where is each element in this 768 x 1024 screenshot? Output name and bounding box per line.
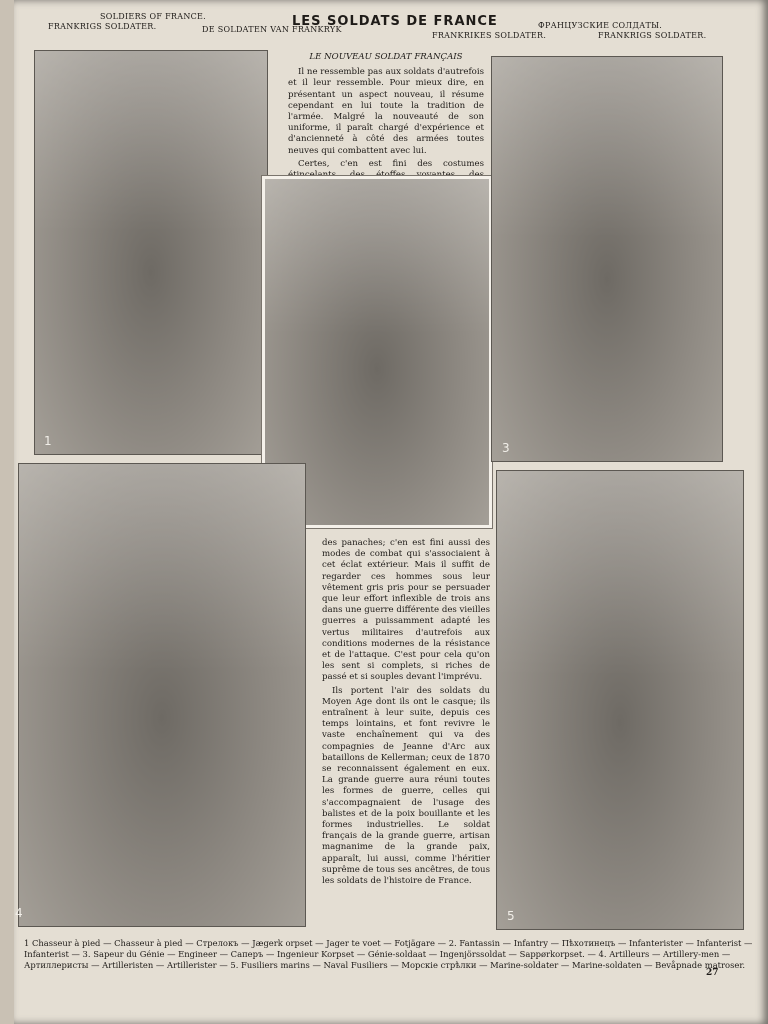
binding-edge: [0, 0, 15, 1024]
article-paragraph: Il ne ressemble pas aux soldats d'autrefois et il leur ressemble. Pour mieux dire, en présentant un aspect nouveau, il résume cependant en lui toute la tradition de l'armée. Malgré la nouveauté de son uniforme, il paraît chargé d'expérience et d'ancienneté à côté des armées toutes neuves qui combattent avec lui.: [288, 67, 484, 156]
figure-number: 4: [15, 906, 23, 920]
figure-number: 3: [502, 441, 510, 455]
magazine-page: [14, 0, 768, 1024]
article-paragraph: Ils portent l'air des soldats du Moyen Age dont ils ont le casque; ils entraînent à leur suite, depuis ces temps lointains, et font revivre le vaste enchaînement qui va des compagnies de Jeanne d'Arc aux bataillons de Kellerman; ceux de 1870 se reconnaissent également en eux. La grande guerre aura réuni toutes les formes de guerre, celles qui s'accompagnaient de l'usage des balistes et de la poix bouillante et les formes industrielles. Le soldat français de la grande guerre, artisan magnanime de la grande paix, apparaît, lui aussi, comme l'héritier suprême de tous ses ancêtres, de tous les soldats de l'histoire de France.: [322, 685, 490, 887]
header-dutch: DE SOLDATEN VAN FRANKRYK: [202, 25, 342, 34]
article-column-2: [322, 538, 490, 889]
article-heading: LE NOUVEAU SOLDAT FRANÇAIS: [309, 52, 463, 62]
page-title: LES SOLDATS DE FRANCE: [292, 14, 498, 29]
article-paragraph: des panaches; c'en est fini aussi des modes de combat qui s'associaient à cet éclat extérieur. Mais il suffit de regarder ces hommes sous leur vêtement gris pris pour se persuader que leur effort inflexible de trois ans dans une guerre différente des vieilles guerres a puissamment adapté les vertus militaires d'autrefois aux conditions modernes de la résistance et de l'attaque. C'est pour cela qu'on les sent si complets, si riches de passé et si souples devant l'imprévu.: [322, 538, 490, 683]
figure-number: 1: [44, 434, 52, 448]
header-russian: ФРАНЦУЗСКИЕ СОЛДАТЫ.: [538, 21, 663, 30]
photo-sapeur-du-genie: [491, 56, 723, 462]
photo-fusiliers-marins: [496, 470, 744, 930]
photo-artilleurs: [15, 463, 306, 927]
photo-chasseur-a-pied: [34, 50, 268, 455]
figure-number: 5: [507, 909, 515, 923]
header-danish: FRANKRIGS SOLDATER.: [48, 22, 157, 31]
header-english: SOLDIERS OF FRANCE.: [100, 12, 207, 21]
figure-captions: 1 Chasseur à pied — Chasseur à pied — Стрелокъ — Jægerk orpset — Jager te voet — Fotjägare — 2. Fantassin — Infantry — Пѣхотинецъ — Infanterister — Infanterist — Infanterist — 3. Sapeur du Génie — Engineer — Саперъ — Ingenieur Korpset — Génie-soldaat — Ingenjörssoldat — Sappørkorpset. — 4. Artilleurs — Artillery-men — Артиллеристы — Artilleristen — Artillerister — 5. Fusiliers marins — Naval Fusiliers — Морскіе стрѣлки — Marine-soldater — Marine-soldaten — Bevåpnade matroser.: [24, 938, 753, 970]
header-swedish: FRANKRIKES SOLDATER.: [432, 31, 547, 40]
page-number: 27: [706, 968, 719, 978]
article-paragraph: Certes, c'en est fini des costumes: [298, 158, 484, 169]
header-norwegian: FRANKRIGS SOLDATER.: [598, 31, 707, 40]
article-column-1: [288, 52, 484, 194]
